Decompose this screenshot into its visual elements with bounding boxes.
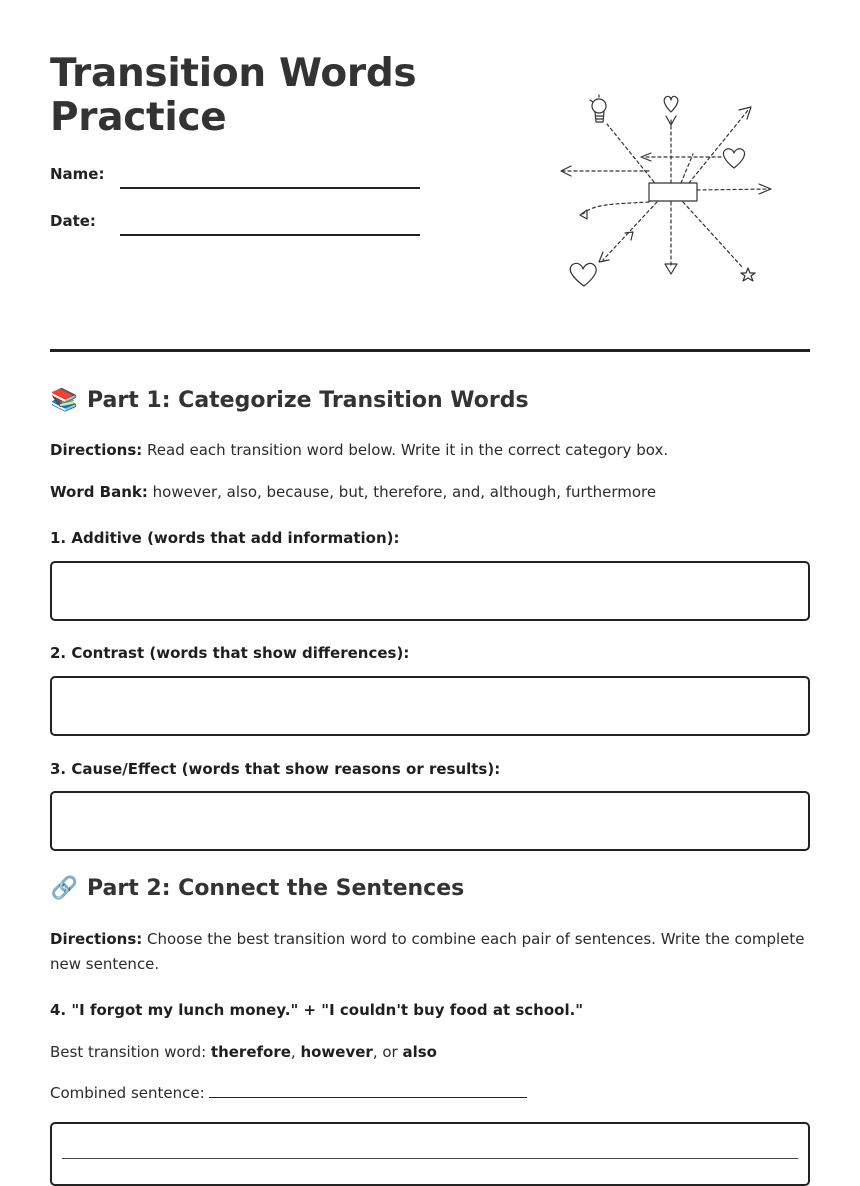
question-2-label: 2. Contrast (words that show differences): xyxy=(50,644,410,662)
option-separator-or: , or xyxy=(372,1043,403,1061)
page-title xyxy=(50,52,416,140)
word-bank xyxy=(50,480,810,505)
date-field[interactable] xyxy=(120,234,420,236)
star-icon xyxy=(741,268,755,281)
heart-bottom-icon xyxy=(570,263,596,286)
combined-sentence-label: Combined sentence: xyxy=(50,1084,205,1102)
part1-title-text: Part 1: Categorize Transition Words xyxy=(87,388,529,413)
writing-line xyxy=(62,1158,798,1159)
header-divider xyxy=(50,349,810,352)
transition-doodle-illustration xyxy=(553,92,779,292)
question-3-label: 3. Cause/Effect (words that show reasons or results): xyxy=(50,760,501,778)
word-bank-text: however, also, because, but, therefore, and, although, furthermore xyxy=(147,483,657,501)
answer-box-additive[interactable] xyxy=(50,561,810,621)
combined-sentence-blank[interactable] xyxy=(209,1083,527,1098)
heart-right-icon xyxy=(723,149,744,168)
answer-box-sentence-4[interactable] xyxy=(50,1122,810,1186)
part2-title xyxy=(50,876,464,901)
center-box xyxy=(649,183,697,201)
directions-text: Read each transition word below. Write it in the correct category box. xyxy=(142,441,669,459)
best-transition-line xyxy=(50,1040,810,1065)
option-however: however xyxy=(300,1043,373,1061)
title-line-2: Practice xyxy=(50,95,227,140)
option-also: also xyxy=(402,1043,437,1061)
title-line-1: Transition Words xyxy=(50,51,417,96)
lightbulb-icon xyxy=(590,95,606,122)
directions-label: Directions: xyxy=(50,441,143,459)
combined-sentence-line xyxy=(50,1081,810,1106)
best-transition-prefix: Best transition word: xyxy=(50,1043,211,1061)
word-bank-label: Word Bank: xyxy=(50,483,148,501)
answer-box-contrast[interactable] xyxy=(50,676,810,736)
part2-title-text: Part 2: Connect the Sentences xyxy=(87,876,465,901)
heart-top-icon xyxy=(664,96,678,112)
question-1-label: 1. Additive (words that add information): xyxy=(50,529,400,547)
link-icon: 🔗 xyxy=(50,876,79,901)
part1-directions xyxy=(50,438,810,463)
option-therefore: therefore xyxy=(210,1043,291,1061)
option-separator: , xyxy=(290,1043,301,1061)
name-field[interactable] xyxy=(120,187,420,189)
date-label: Date: xyxy=(50,212,96,230)
part2-directions-label: Directions: xyxy=(50,930,143,948)
name-label: Name: xyxy=(50,165,105,183)
part1-title xyxy=(50,388,529,413)
part2-directions-text: Choose the best transition word to combine each pair of sentences. Write the complete new sentence. xyxy=(50,930,805,973)
question-4-label: 4. "I forgot my lunch money." + "I couldn't buy food at school." xyxy=(50,1001,584,1019)
books-icon: 📚 xyxy=(50,388,79,413)
answer-box-cause-effect[interactable] xyxy=(50,791,810,851)
part2-directions xyxy=(50,927,810,977)
